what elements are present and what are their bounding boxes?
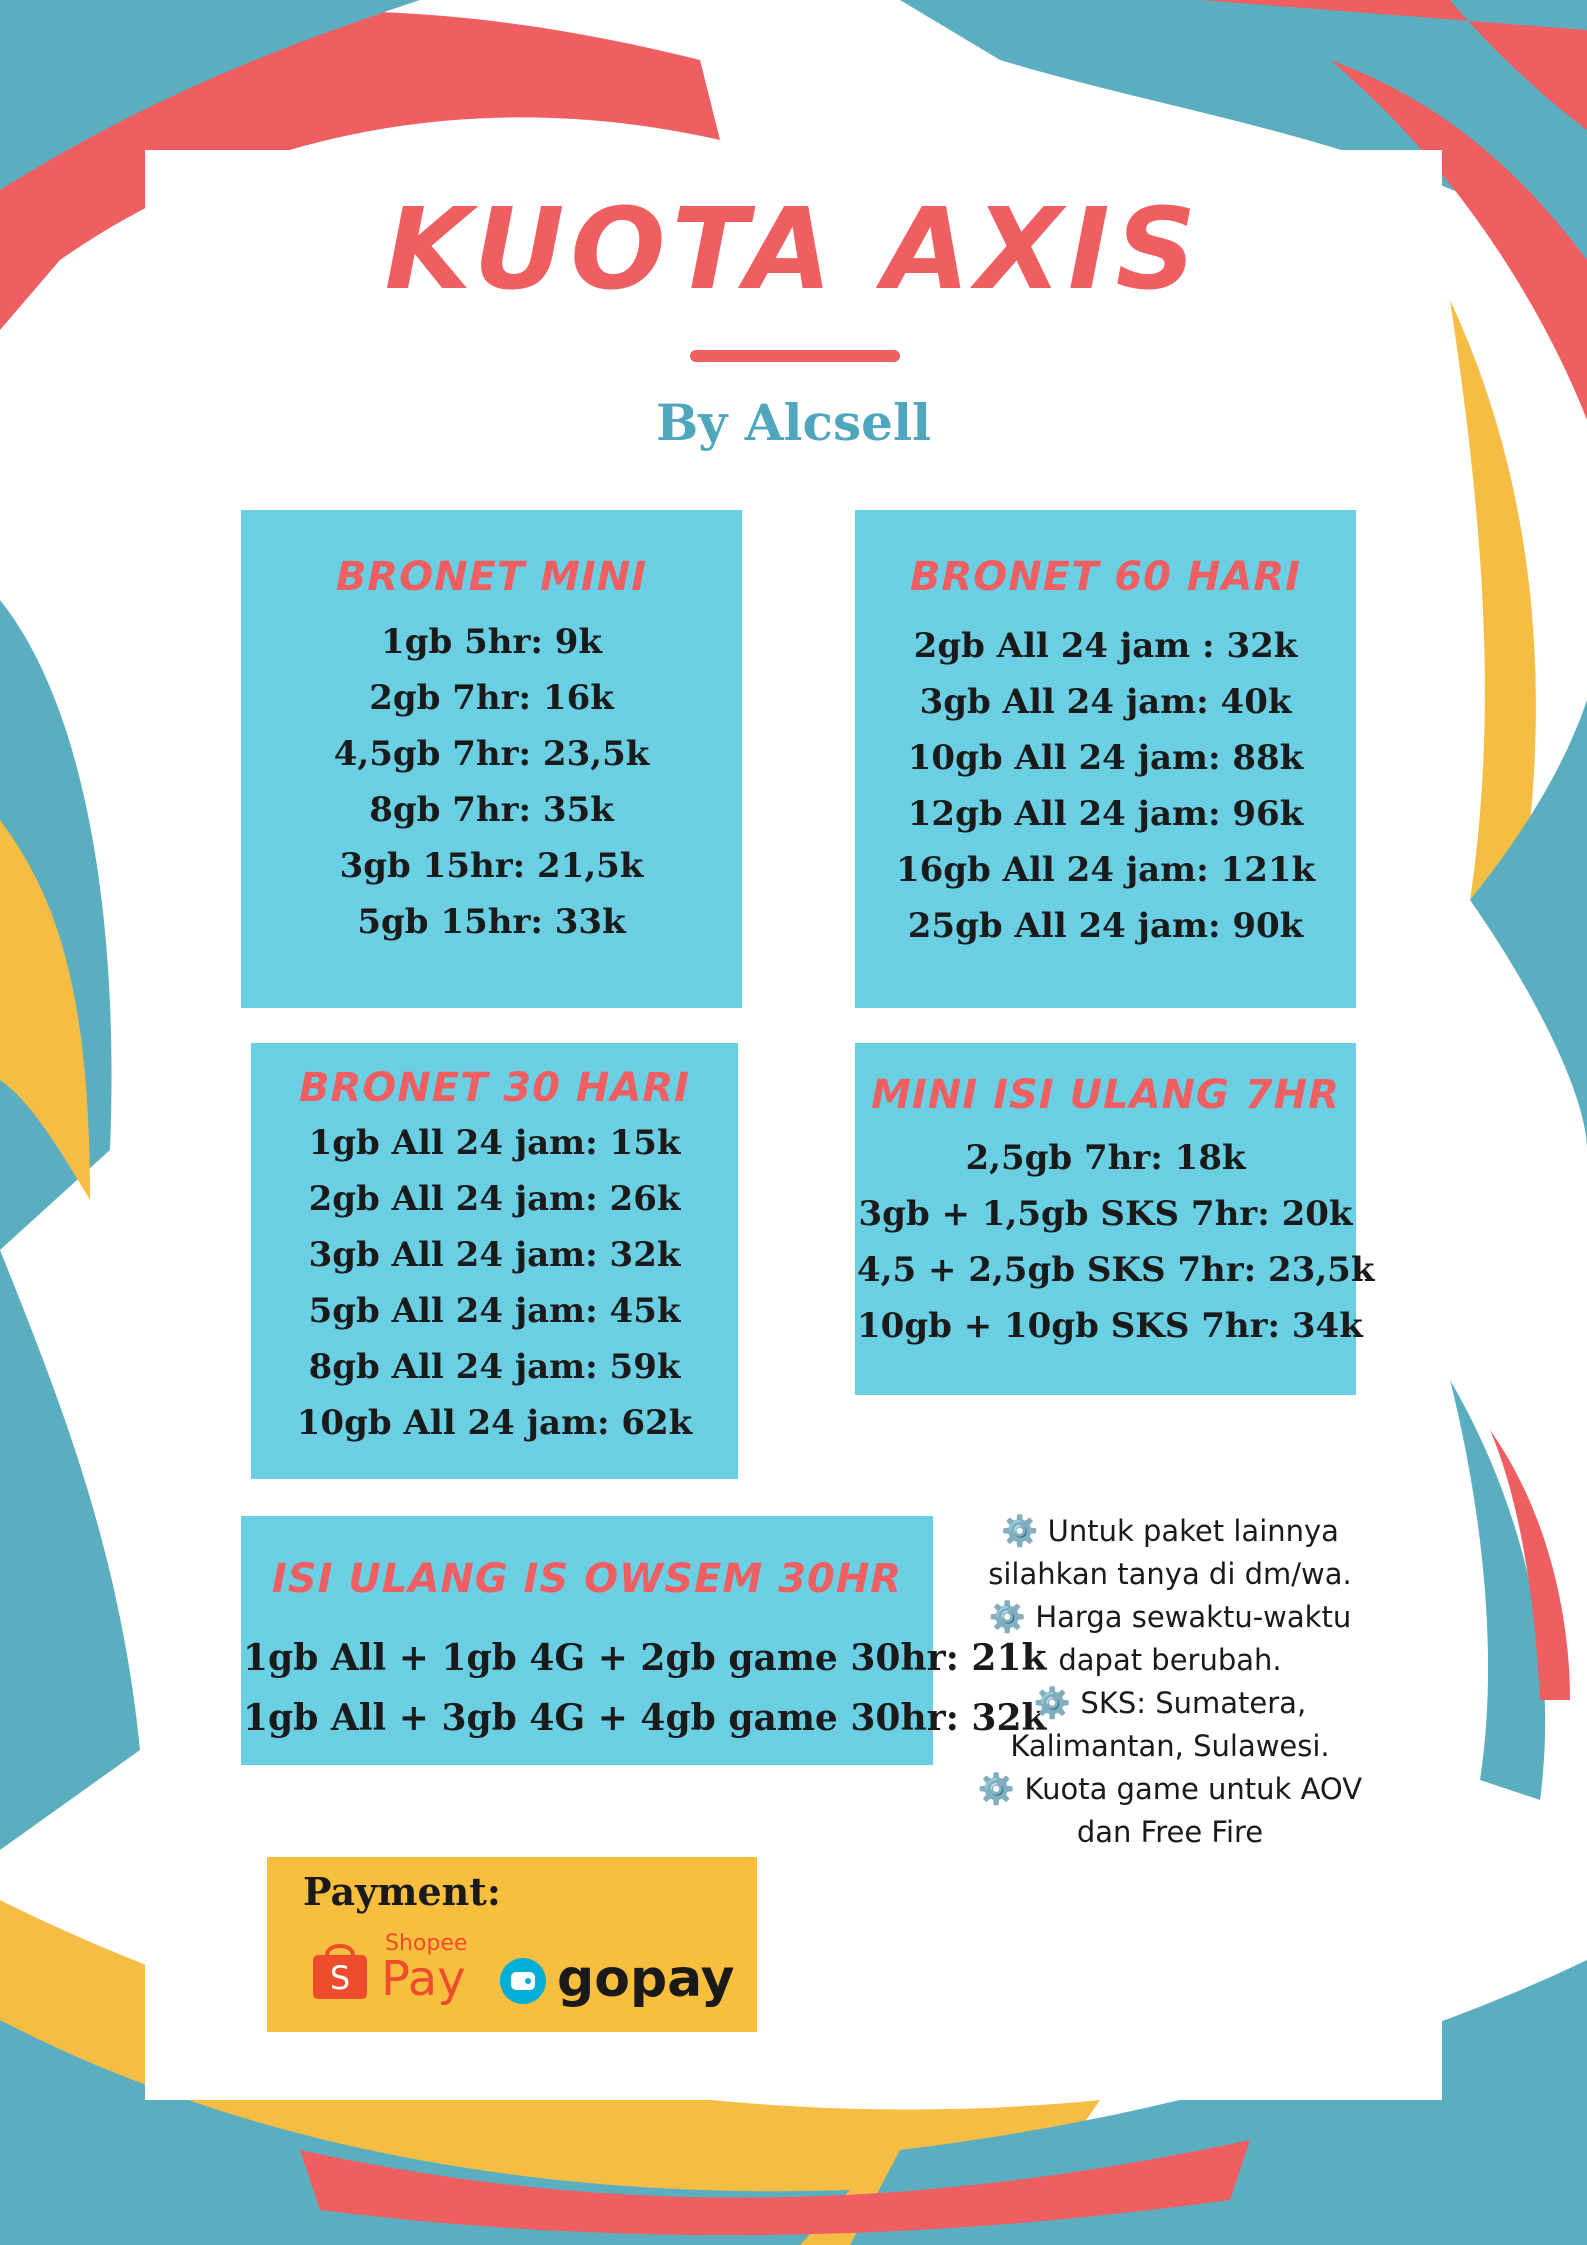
shopee-label: Shopee (385, 1931, 468, 1956)
note-line (960, 1725, 1380, 1768)
package-bronet-60-hari (857, 512, 1354, 1006)
price-item: 1gb All 24 jam: 15k (308, 1123, 681, 1163)
price-item: 10gb All 24 jam: 88k (907, 738, 1304, 778)
price-item: 2gb All 24 jam: 26k (308, 1179, 681, 1219)
note-text: Kalimantan, Sulawesi. (1010, 1729, 1330, 1763)
price-item: 2gb 7hr: 16k (369, 678, 614, 718)
note-text: silahkan tanya di dm/wa. (988, 1557, 1352, 1591)
price-item: 5gb 15hr: 33k (357, 902, 626, 942)
price-item: 3gb All 24 jam: 40k (919, 682, 1292, 722)
shopee-bag-icon (307, 1937, 373, 2003)
payment-label: Payment: (303, 1869, 501, 1914)
page-title: KUOTA AXIS (384, 185, 1203, 315)
gear-icon: ⚙️ (988, 1600, 1027, 1635)
price-list (857, 618, 1354, 954)
price-list (857, 1130, 1375, 1354)
price-item: 1gb All + 3gb 4G + 4gb game 30hr: 32k (243, 1697, 1047, 1739)
notes (960, 1510, 1380, 1854)
price-item: 3gb All 24 jam: 32k (308, 1235, 681, 1275)
byline: By Alcsell (656, 393, 931, 452)
price-item: 1gb 5hr: 9k (381, 622, 602, 662)
price-item: 5gb All 24 jam: 45k (308, 1291, 681, 1331)
price-item: 1gb All + 1gb 4G + 2gb game 30hr: 21k (243, 1637, 1047, 1679)
note-line (960, 1639, 1380, 1682)
gopay-wallet-icon (499, 1957, 547, 2005)
gear-icon: ⚙️ (1001, 1514, 1039, 1549)
package-title: MINI ISI ULANG 7HR (871, 1072, 1340, 1118)
note-line (960, 1682, 1380, 1725)
package-isi-ulang-is-owsem (243, 1518, 1047, 1763)
price-item: 16gb All 24 jam: 121k (895, 850, 1316, 890)
note-line (960, 1811, 1380, 1854)
price-item: 8gb 7hr: 35k (369, 790, 614, 830)
note-text: Harga sewaktu-waktu (1035, 1600, 1352, 1634)
shopeepay-label: Pay (381, 1951, 466, 2007)
price-item: 12gb All 24 jam: 96k (907, 794, 1304, 834)
package-title: BRONET 30 HARI (298, 1065, 690, 1111)
package-mini-isi-ulang-7hr (857, 1045, 1375, 1393)
package-bronet-mini (243, 512, 740, 1006)
note-line (960, 1510, 1380, 1553)
price-item: 2gb All 24 jam : 32k (913, 626, 1298, 666)
gear-icon: ⚙️ (1033, 1686, 1072, 1721)
gopay-label: gopay (557, 1949, 735, 2009)
package-title: BRONET 60 HARI (909, 554, 1301, 600)
price-item: 4,5gb 7hr: 23,5k (333, 734, 650, 774)
package-bronet-30-hari (253, 1045, 736, 1477)
price-item: 8gb All 24 jam: 59k (308, 1347, 681, 1387)
note-text: Kuota game untuk AOV (1024, 1772, 1363, 1806)
gear-icon: ⚙️ (977, 1772, 1016, 1807)
package-title: ISI ULANG IS OWSEM 30HR (271, 1556, 903, 1602)
price-item: 3gb 15hr: 21,5k (339, 846, 644, 886)
note-text: dan Free Fire (1076, 1815, 1264, 1849)
price-item: 3gb + 1,5gb SKS 7hr: 20k (858, 1194, 1353, 1234)
note-line (960, 1596, 1380, 1639)
price-item: 4,5 + 2,5gb SKS 7hr: 23,5k (857, 1250, 1375, 1290)
price-item: 10gb All 24 jam: 62k (296, 1403, 693, 1443)
price-item: 10gb + 10gb SKS 7hr: 34k (857, 1306, 1363, 1346)
note-line (960, 1768, 1380, 1811)
shopee-mark: S (329, 1959, 351, 1997)
note-text: dapat berubah. (1058, 1643, 1282, 1677)
payment-box (267, 1857, 757, 2032)
price-list (243, 614, 740, 950)
note-text: SKS: Sumatera, (1080, 1686, 1307, 1720)
price-item: 25gb All 24 jam: 90k (907, 906, 1304, 946)
package-title: BRONET MINI (335, 554, 648, 600)
price-list (243, 1628, 1047, 1748)
price-item: 2,5gb 7hr: 18k (965, 1138, 1246, 1178)
title-underline (690, 350, 900, 362)
note-text: Untuk paket lainnya (1047, 1514, 1339, 1548)
note-line (960, 1553, 1380, 1596)
price-list (253, 1115, 736, 1451)
